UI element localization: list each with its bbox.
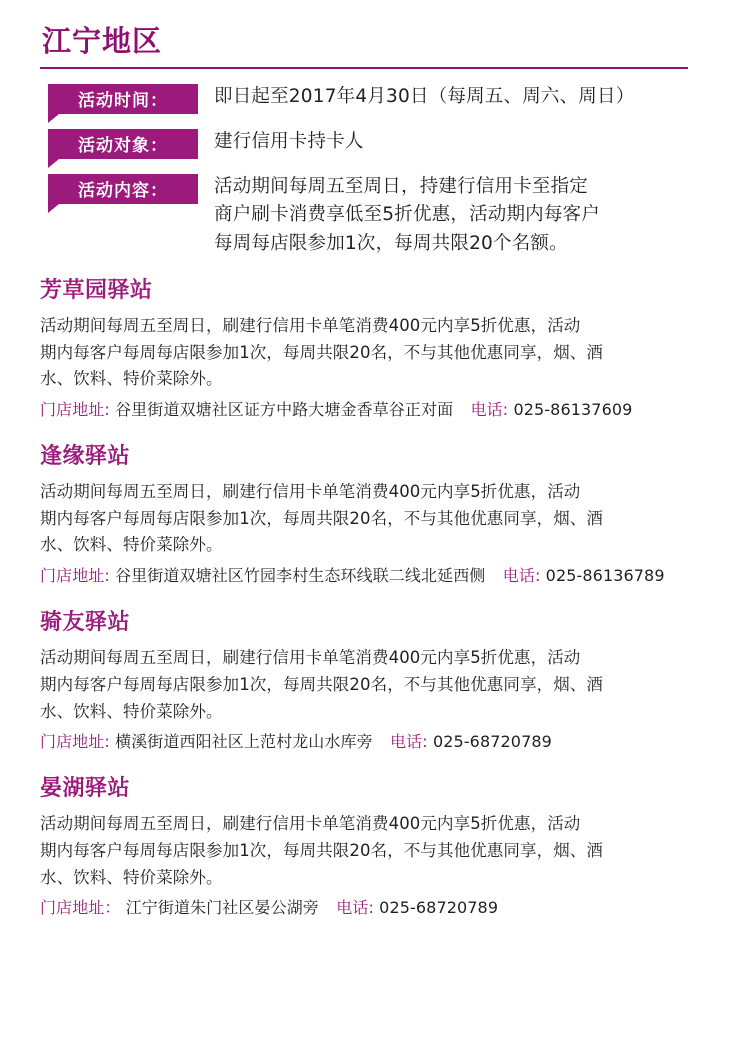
store-phone-value: 025-86136789: [545, 566, 665, 586]
store-address-value: 横溪街道西阳社区上范村龙山水库旁: [115, 732, 373, 752]
store-description-line: 期内每客户每周每店限参加1次，每周共限20名，不与其他优惠同享，烟、酒: [40, 674, 603, 694]
store-meta: [40, 730, 689, 754]
page-title: 江宁地区: [42, 24, 163, 58]
store-description-line: 期内每客户每周每店限参加1次，每周共限20名，不与其他优惠同享，烟、酒: [40, 342, 603, 362]
header-divider: [40, 67, 688, 69]
store-address-value: 江宁街道朱门社区晏公湖旁: [125, 898, 319, 918]
store-item: [40, 605, 689, 754]
label-activity-time: 活动时间：: [48, 84, 198, 114]
campaign-info: [40, 83, 689, 259]
store-address-value: 谷里街道双塘社区证方中路大塘金香草谷正对面: [115, 399, 454, 419]
store-name: 晏湖驿站: [40, 776, 131, 802]
info-line: 活动期间每周五至周日，持建行信用卡至指定: [214, 175, 589, 197]
info-line: 商户刷卡消费享低至5折优惠，活动期内每客户: [214, 204, 600, 226]
info-line: 每周每店限参加1次，每周共限20个名额。: [214, 233, 568, 255]
store-meta: [40, 564, 689, 588]
store-meta: [40, 896, 689, 920]
store-description-line: 活动期间每周五至周日，刷建行信用卡单笔消费400元内享5折优惠，活动: [40, 648, 581, 668]
store-address-value: 谷里街道双塘社区竹园李村生态环线联二线北延西侧: [115, 566, 486, 586]
store-name: 芳草园驿站: [40, 277, 153, 303]
store-phone-label: 电话:: [336, 898, 374, 918]
store-description: [40, 479, 689, 559]
store-description: [40, 811, 689, 891]
store-description-line: 期内每客户每周每店限参加1次，每周共限20名，不与其他优惠同享，烟、酒: [40, 841, 603, 860]
store-phone-value: 025-68720789: [379, 898, 499, 918]
store-address-label: 门店地址:: [40, 566, 110, 586]
store-address-label: 门店地址:: [40, 399, 110, 419]
info-row-activity-target: [40, 128, 689, 159]
store-phone-label: 电话:: [470, 399, 509, 419]
value-activity-target: [198, 128, 689, 157]
store-name: 骑友驿站: [40, 610, 131, 636]
store-phone-label: 电话:: [502, 566, 541, 586]
info-row-activity-content: [40, 173, 689, 259]
store-description-line: 活动期间每周五至周日，刷建行信用卡单笔消费400元内享5折优惠，活动: [40, 315, 581, 335]
store-description-line: 水、饮料、特价菜除外。: [40, 535, 223, 555]
store-item: [40, 771, 689, 920]
info-line: 建行信用卡持卡人: [214, 130, 364, 152]
store-name: 逢缘驿站: [40, 443, 131, 469]
label-activity-target: 活动对象：: [48, 129, 198, 159]
store-item: [40, 273, 689, 422]
label-activity-content: 活动内容：: [48, 174, 198, 204]
store-item: [40, 439, 689, 588]
store-phone-value: 025-68720789: [432, 732, 552, 752]
value-activity-content: [198, 173, 689, 259]
store-description-line: 水、饮料、特价菜除外。: [40, 701, 223, 721]
page-header: [40, 0, 689, 69]
store-phone-value: 025-86137609: [513, 399, 633, 419]
value-activity-time: [198, 83, 689, 112]
store-description-line: 活动期间每周五至周日，刷建行信用卡单笔消费400元内享5折优惠，活动: [40, 814, 581, 834]
store-address-label: 门店地址：: [40, 898, 121, 918]
store-description: [40, 313, 689, 393]
store-description: [40, 645, 689, 725]
store-meta: [40, 398, 689, 422]
store-description-line: 水、饮料、特价菜除外。: [40, 867, 223, 887]
info-row-activity-time: [40, 83, 689, 114]
store-list: [40, 273, 689, 921]
store-address-label: 门店地址:: [40, 732, 110, 752]
info-line: 即日起至2017年4月30日（每周五、周六、周日）: [214, 85, 635, 107]
store-description-line: 水、饮料、特价菜除外。: [40, 369, 223, 389]
store-description-line: 活动期间每周五至周日，刷建行信用卡单笔消费400元内享5折优惠，活动: [40, 481, 581, 501]
store-phone-label: 电话:: [390, 732, 428, 752]
store-description-line: 期内每客户每周每店限参加1次，每周共限20名，不与其他优惠同享，烟、酒: [40, 508, 603, 528]
